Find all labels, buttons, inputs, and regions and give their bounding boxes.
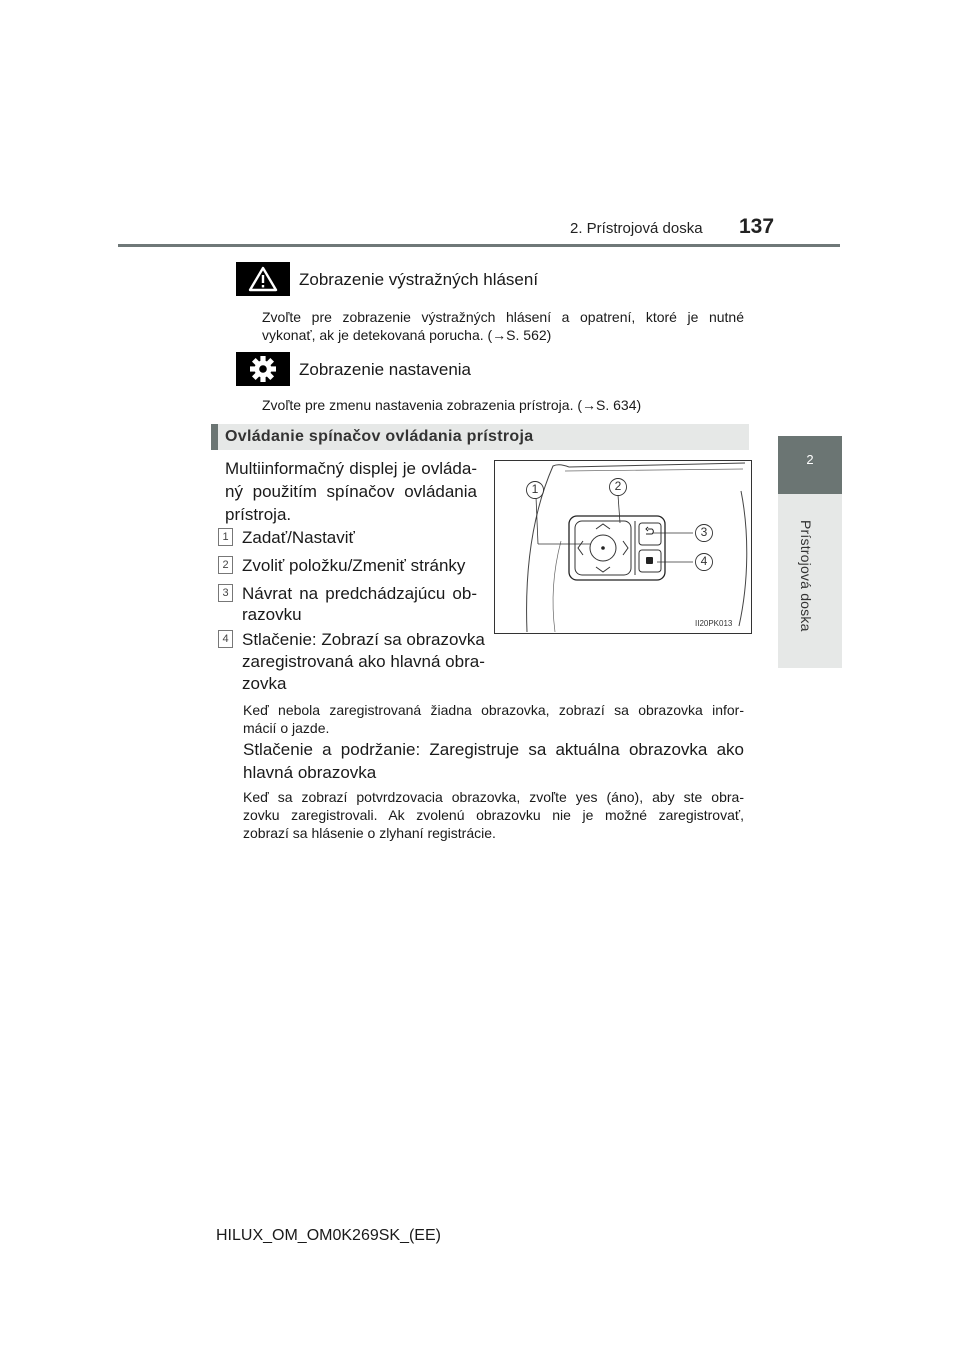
section-heading: Ovládanie spínačov ovládania prístroja	[225, 428, 534, 445]
list-number-2: 2	[218, 556, 233, 574]
note-2-line-2: zovku zaregistrovali. Ak zvolenú obrazovku nie je možné zaregistrovať,	[243, 807, 744, 823]
warning-messages-desc-1: Zvoľte pre zobrazenie výstražných hlásení a opatrení, ktoré je nutné	[262, 309, 744, 325]
warning-messages-title: Zobrazenie výstražných hlásení	[299, 270, 539, 289]
intro-line-3: prístroja.	[225, 505, 292, 524]
hold-line-2: hlavná obrazovka	[243, 763, 377, 782]
list-item-4-line-1: Stlačenie: Zobrazí sa obrazovka	[242, 630, 485, 649]
list-number-1: 1	[218, 528, 233, 546]
note-2-line-3: zobrazí sa hlásenie o zlyhaní registrácie.	[243, 825, 496, 841]
list-number-4: 4	[218, 630, 233, 648]
figure-callout-4: 4	[700, 554, 708, 568]
figure-callout-3: 3	[700, 525, 708, 539]
footer-doc-code: HILUX_OM_OM0K269SK_(EE)	[216, 1227, 441, 1244]
list-item-4-line-2: zaregistrovaná ako hlavná obra-	[242, 652, 485, 671]
note-1-line-1: Keď nebola zaregistrovaná žiadna obrazovka, zobrazí sa obrazovka infor-	[243, 702, 744, 718]
intro-line-2: ný použitím spínačov ovládania	[225, 482, 477, 501]
list-item-3-line-1: Návrat na predchádzajúcu ob-	[242, 584, 477, 603]
figure-callout-1: 1	[531, 482, 539, 496]
hold-line-1: Stlačenie a podržanie: Zaregistruje sa aktuálna obrazovka ako	[243, 740, 744, 759]
figure-code: II20PK013	[695, 619, 733, 628]
gear-icon	[236, 352, 290, 386]
list-number-3: 3	[218, 584, 233, 602]
header-section-title: 2. Prístrojová doska	[570, 220, 703, 237]
settings-title: Zobrazenie nastavenia	[299, 360, 472, 379]
section-heading-accent	[211, 424, 218, 450]
warning-messages-desc-2: vykonať, ak je detekovaná porucha. (→S. 562)	[262, 327, 552, 343]
note-1-line-2: mácií o jazde.	[243, 720, 330, 736]
warning-triangle-icon	[236, 262, 290, 296]
list-item-3-line-2: razovku	[242, 605, 302, 624]
list-item-2: Zvoliť položku/Zmeniť stránky	[242, 556, 466, 575]
settings-desc: Zvoľte pre zmenu nastavenia zobrazenia prístroja. (→S. 634)	[262, 397, 642, 413]
chapter-number: 2	[806, 452, 814, 467]
intro-line-1: Multiinformačný displej je ovláda-	[225, 459, 477, 478]
page-number: 137	[739, 215, 775, 238]
steering-switch-figure	[494, 460, 752, 634]
note-2-line-1: Keď sa zobrazí potvrdzovacia obrazovka, zvoľte yes (áno), aby ste obra-	[243, 789, 744, 805]
list-item-1: Zadať/Nastaviť	[242, 528, 355, 547]
list-item-4-line-3: zovka	[242, 674, 287, 693]
chapter-label: Prístrojová doska	[798, 520, 814, 632]
header-rule	[118, 244, 840, 247]
figure-callout-2: 2	[614, 479, 622, 493]
